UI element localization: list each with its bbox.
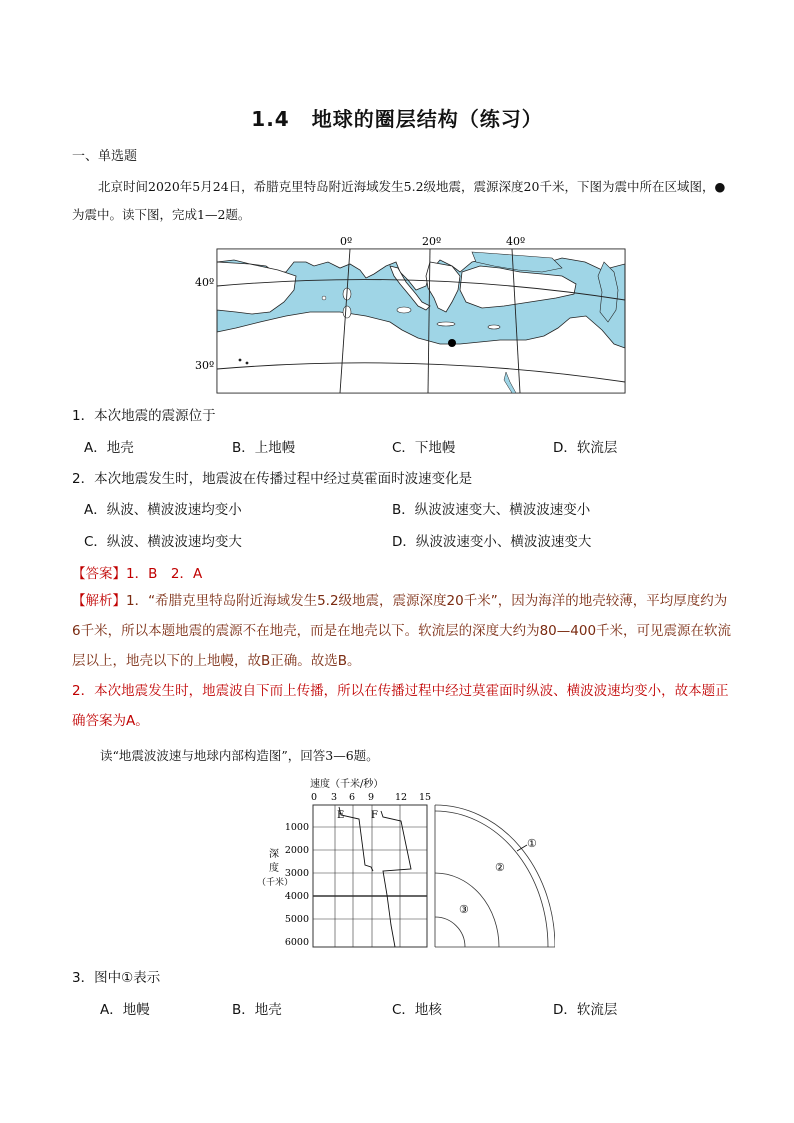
q1-option-c: C．下地幔: [392, 440, 456, 456]
depth-char-2: 度: [269, 863, 279, 874]
curve-label-f: F: [371, 810, 378, 821]
map-frame: [217, 249, 625, 393]
q1-option-b: B．上地幔: [232, 440, 296, 456]
circle-label-1: ①: [527, 837, 537, 850]
y-tick: 2000: [284, 845, 309, 856]
y-tick: 6000: [284, 937, 309, 948]
depth-char-1: 深: [269, 849, 279, 860]
lon-label-0: 0º: [340, 235, 353, 248]
circle-label-3: ③: [459, 903, 469, 916]
curve-label-e: E: [337, 810, 345, 821]
x-tick: 12: [395, 792, 408, 803]
analysis-label: 【解析】: [72, 593, 126, 609]
q1-stem: 1．本次地震的震源位于: [72, 408, 216, 424]
q3-option-c: C．地核: [392, 1002, 442, 1018]
x-tick: 15: [419, 792, 432, 803]
analysis-block: [72, 586, 732, 736]
q3-stem: 3．图中①表示: [72, 970, 161, 986]
analysis-p1: [72, 586, 732, 676]
y-tick: 3000: [284, 868, 309, 879]
answer-label: 【答案】: [72, 566, 126, 582]
answer-line: [72, 562, 202, 582]
pointer-line: [517, 845, 527, 851]
q2-option-d: D．纵波波速变小、横波波速变大: [392, 534, 592, 550]
circle-label-2: ②: [495, 861, 505, 874]
mediterranean-map: [190, 232, 640, 397]
analysis-p1-text: 1．“希腊克里特岛附近海域发生5.2级地震，震源深度20千米”，因为海洋的地壳较薄，平均厚度约为6千米，所以本题地震的震源不在地壳，而是在地壳以下。软流层的深度大约为80—400千米，可见震源在软流层以上，地壳以下的上地幔，故B正确。故选B。: [72, 593, 732, 669]
q3-option-a: A．地幔: [100, 1002, 150, 1018]
x-tick: 9: [368, 792, 375, 803]
earth-structure-diagram: [435, 805, 555, 947]
q2-option-c: C．纵波、横波波速均变大: [84, 534, 242, 550]
depth-unit: （千米）: [257, 878, 294, 888]
answer-text: 1．B 2．A: [126, 566, 203, 582]
x-tick: 6: [349, 792, 356, 803]
x-tick: 0: [311, 792, 318, 803]
intro-paragraph: 北京时间2020年5月24日，希腊克里特岛附近海域发生5.2级地震，震源深度20千米，下图为震中所在区域图，●为震中。读下图，完成1—2题。: [72, 179, 726, 222]
x-tick: 3: [331, 792, 338, 803]
q1-option-d: D．软流层: [553, 440, 618, 456]
y-tick: 5000: [284, 914, 309, 925]
title-text: 地球的圈层结构（练习）: [311, 107, 543, 131]
q2-option-b: B．纵波波速变大、横波波速变小: [392, 502, 591, 518]
lat-label-30: 30º: [195, 359, 215, 372]
q3-option-b: B．地壳: [232, 1002, 282, 1018]
x-ticks: [311, 792, 431, 803]
title-number: 1.4: [251, 107, 290, 131]
lon-label-40: 40º: [506, 235, 526, 248]
speed-axis-label: 速度（千米/秒）: [310, 779, 384, 790]
seismic-chart: [255, 775, 555, 953]
lat-label-40: 40º: [195, 276, 215, 289]
q2-stem: 2．本次地震发生时，地震波在传播过程中经过莫霍面时波速变化是: [72, 471, 473, 487]
lon-label-20: 20º: [422, 235, 442, 248]
section-heading: 一、单选题: [72, 149, 138, 164]
y-tick: 4000: [284, 891, 309, 902]
analysis-p2: 2．本次地震发生时，地震波自下而上传播，所以在传播过程中经过莫霍面时纵波、横波波速均变小，故本题正确答案为A。: [72, 683, 729, 729]
curve-f: [381, 811, 411, 947]
epicenter-marker: [448, 339, 456, 347]
chart-grid: [313, 805, 427, 947]
q3-option-d: D．软流层: [553, 1002, 618, 1018]
q2-option-a: A．纵波、横波波速均变小: [84, 502, 242, 518]
y-tick: 1000: [284, 822, 309, 833]
page-title: [0, 103, 794, 132]
q1-option-a: A．地壳: [84, 440, 134, 456]
read-instruction: 读“地震波波速与地球内部构造图”，回答3—6题。: [100, 748, 379, 763]
